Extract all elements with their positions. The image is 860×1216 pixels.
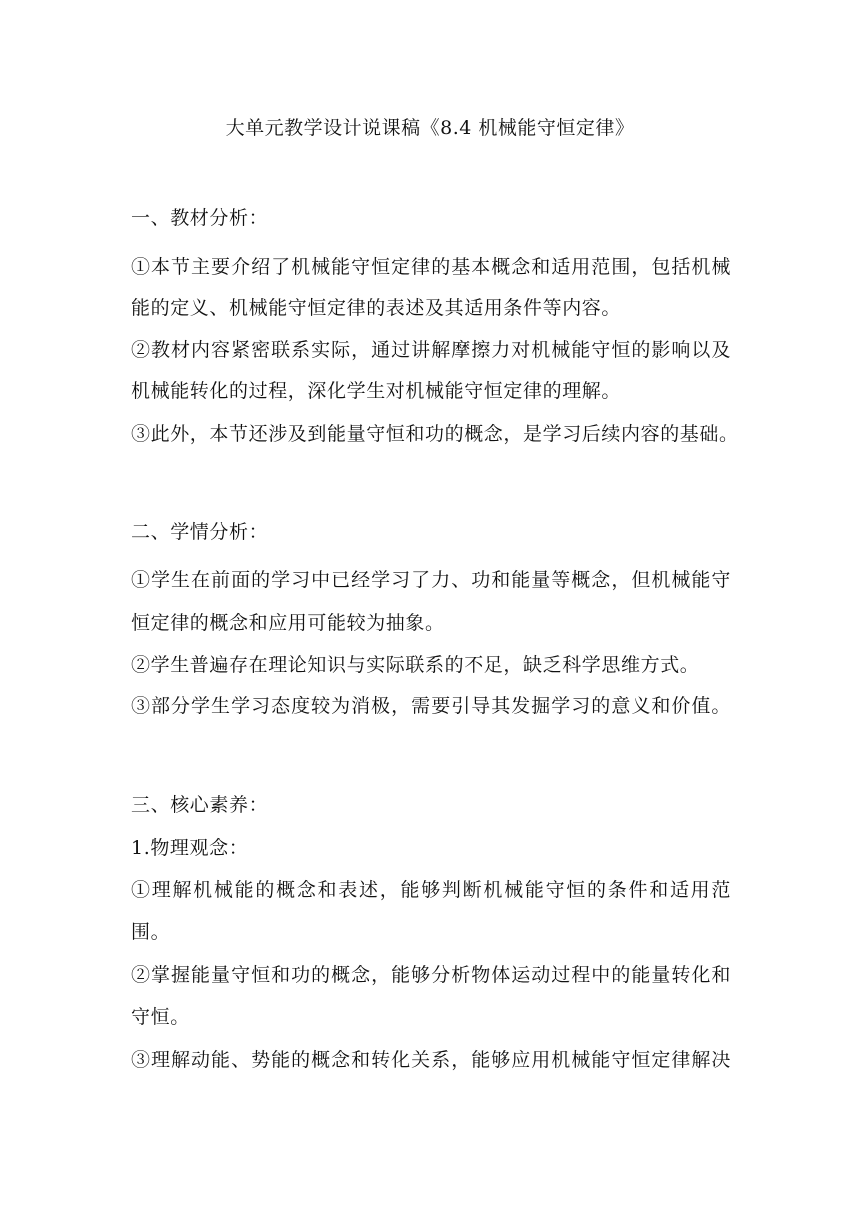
paragraph-line: 能的定义、机械能守恒定律的表述及其适用条件等内容。	[131, 297, 622, 319]
section-heading-textbook-analysis: 一、教材分析：	[131, 207, 269, 229]
paragraph-line: ②掌握能量守恒和功的概念，能够分析物体运动过程中的能量转化和	[131, 964, 731, 986]
subsection-heading-physics-concept: 1.物理观念：	[131, 837, 249, 859]
section-heading-core-literacy: 三、核心素养：	[131, 794, 269, 816]
paragraph-line: ③此外，本节还涉及到能量守恒和功的概念，是学习后续内容的基础。	[131, 423, 739, 445]
paragraph-line: 围。	[131, 921, 171, 943]
paragraph-line: ①理解机械能的概念和表述，能够判断机械能守恒的条件和适用范	[131, 879, 731, 901]
paragraph-line: 机械能转化的过程，深化学生对机械能守恒定律的理解。	[131, 380, 622, 402]
paragraph-line: ③部分学生学习态度较为消极，需要引导其发掘学习的意义和价值。	[131, 695, 731, 717]
paragraph-line: ②教材内容紧密联系实际，通过讲解摩擦力对机械能守恒的影响以及	[131, 339, 731, 361]
paragraph-line: ①学生在前面的学习中已经学习了力、功和能量等概念，但机械能守	[131, 569, 731, 591]
paragraph-line: 守恒。	[131, 1006, 190, 1028]
section-heading-student-analysis: 二、学情分析：	[131, 521, 269, 543]
paragraph-line: 恒定律的概念和应用可能较为抽象。	[131, 612, 445, 634]
paragraph-line: ③理解动能、势能的概念和转化关系，能够应用机械能守恒定律解决	[131, 1049, 731, 1071]
paragraph-line: ②学生普遍存在理论知识与实际联系的不足，缺乏科学思维方式。	[131, 654, 700, 676]
document-title: 大单元教学设计说课稿《8.4 机械能守恒定律》	[225, 117, 635, 139]
paragraph-line: ①本节主要介绍了机械能守恒定律的基本概念和适用范围，包括机械	[131, 256, 731, 278]
